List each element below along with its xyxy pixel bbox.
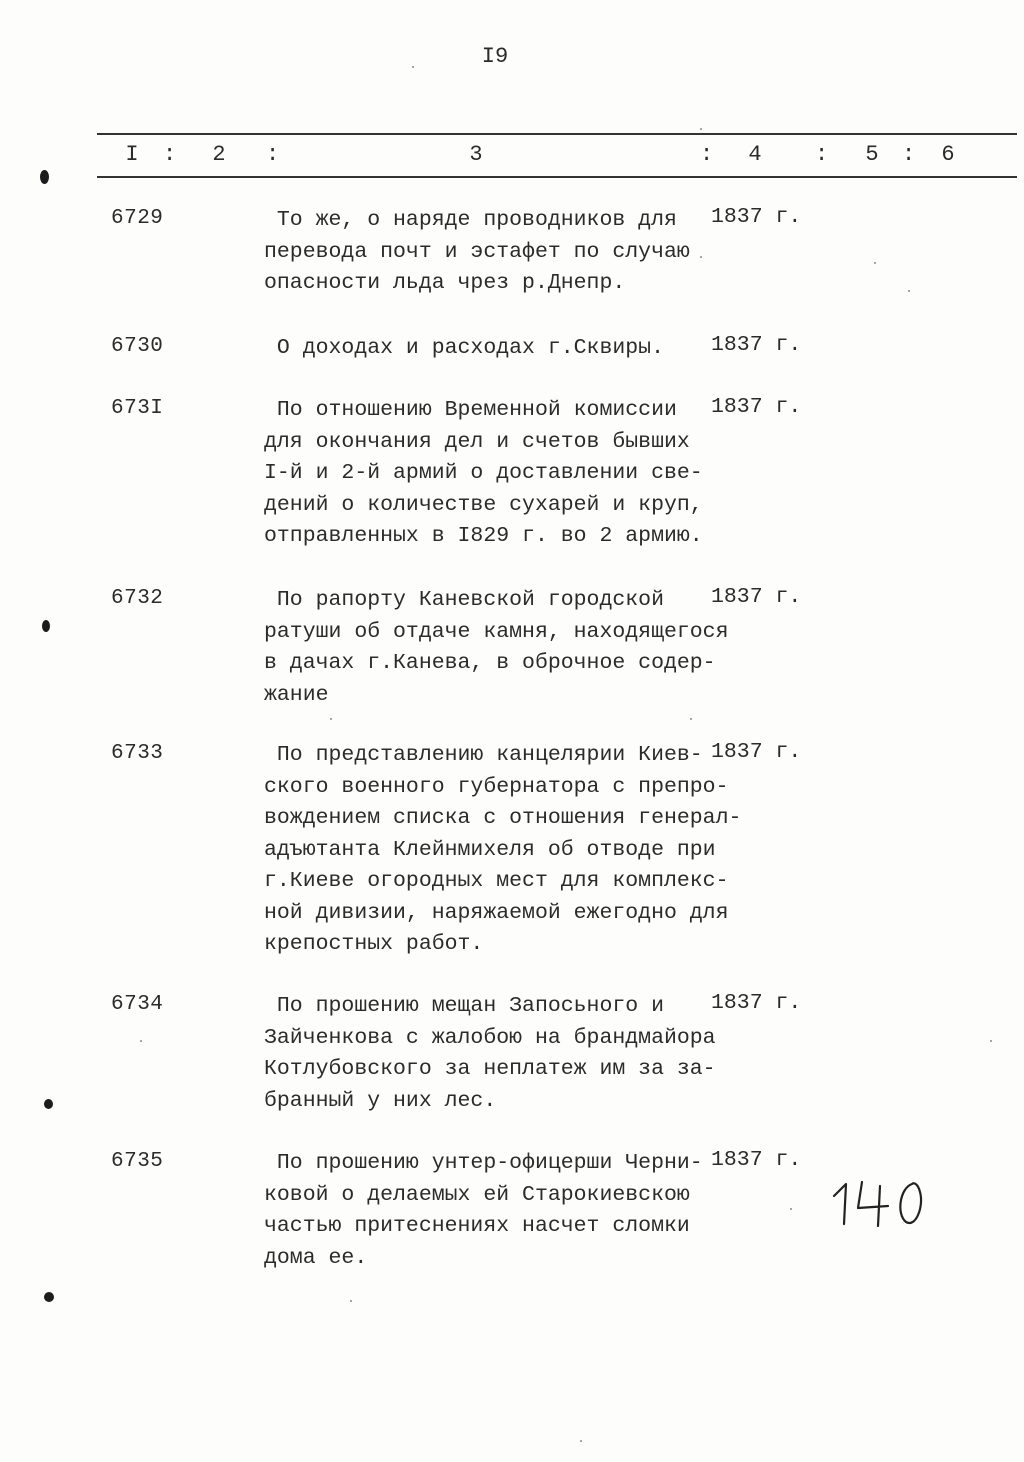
column-header-2: 2: [212, 142, 226, 167]
record-text: По представлению канцелярии Киев- ского военного губернатора с препро- вождением списка с отношения генерал- адъютанта Клейнмихеля об отводе при г.Киеве огородных мест для комплекс- ной дивизии, наряжаемой ежегодно для крепостных работ.: [264, 743, 742, 956]
scan-speck: [350, 1300, 352, 1302]
record-text: О доходах и расходах г.Сквиры.: [264, 336, 664, 360]
record-number: 6730: [111, 335, 164, 358]
record-year: 1837 г.: [711, 585, 802, 609]
record-number: 6729: [111, 207, 164, 230]
scan-speck: [690, 718, 692, 720]
column-header-3: 3: [469, 142, 483, 167]
record-text: То же, о наряде проводников для перевода почт и эстафет по случаю опасности льда чрез р.Днепр.: [264, 208, 690, 295]
scan-speck: [908, 290, 910, 292]
record-text: По отношению Временной комиссии для окончания дел и счетов бывших I-й и 2-й армий о доставлении све- дений о количестве сухарей и круп, отправленных в I829 г. во 2 армию.: [264, 398, 703, 548]
handwritten-folio-number: [826, 1170, 936, 1230]
punch-hole: [42, 620, 50, 632]
record-number: 6732: [111, 587, 164, 610]
record-year: 1837 г.: [711, 205, 802, 229]
record-year: 1837 г.: [711, 395, 802, 419]
record-year: 1837 г.: [711, 991, 802, 1015]
page-number: I9: [481, 44, 509, 69]
record-text: По прошению унтер-офицерши Черни- ковой о делаемых ей Старокиевскою частью притеснениях насчет сломки дома ее.: [264, 1151, 703, 1270]
column-header-4: 4: [748, 142, 762, 167]
scan-speck: [790, 1208, 792, 1210]
scan-speck: [700, 128, 702, 130]
record-text: По рапорту Каневской городской ратуши об отдаче камня, находящегося в дачах г.Канева, в оброчное содер- жание: [264, 588, 729, 707]
record-year: 1837 г.: [711, 333, 802, 357]
record-number: 673I: [111, 397, 164, 420]
record-number: 6734: [111, 993, 164, 1016]
punch-hole: [44, 1099, 53, 1109]
column-separator: :: [163, 142, 177, 167]
column-separator: :: [902, 142, 916, 167]
scan-speck: [580, 1440, 582, 1442]
scan-speck: [330, 718, 332, 720]
header-rule-top: [97, 133, 1017, 135]
record-text: По прошению мещан Запосьного и Зайченкова с жалобою на брандмайора Котлубовского за неплатеж им за за- бранный у них лес.: [264, 994, 716, 1113]
scan-speck: [990, 1040, 992, 1042]
scan-speck: [874, 262, 876, 264]
column-separator: :: [815, 142, 829, 167]
punch-hole: [40, 170, 49, 184]
record-year: 1837 г.: [711, 1148, 802, 1172]
punch-hole: [44, 1292, 54, 1302]
header-rule-bottom: [97, 176, 1017, 178]
record-number: 6735: [111, 1150, 164, 1173]
column-separator: :: [266, 142, 280, 167]
record-year: 1837 г.: [711, 740, 802, 764]
scan-speck: [412, 66, 414, 68]
column-header-5: 5: [865, 142, 879, 167]
column-header-1: I: [125, 142, 139, 167]
scan-speck: [140, 1040, 142, 1042]
record-number: 6733: [111, 742, 164, 765]
column-header-6: 6: [941, 142, 955, 167]
column-separator: :: [700, 142, 714, 167]
scan-speck: [700, 256, 702, 258]
